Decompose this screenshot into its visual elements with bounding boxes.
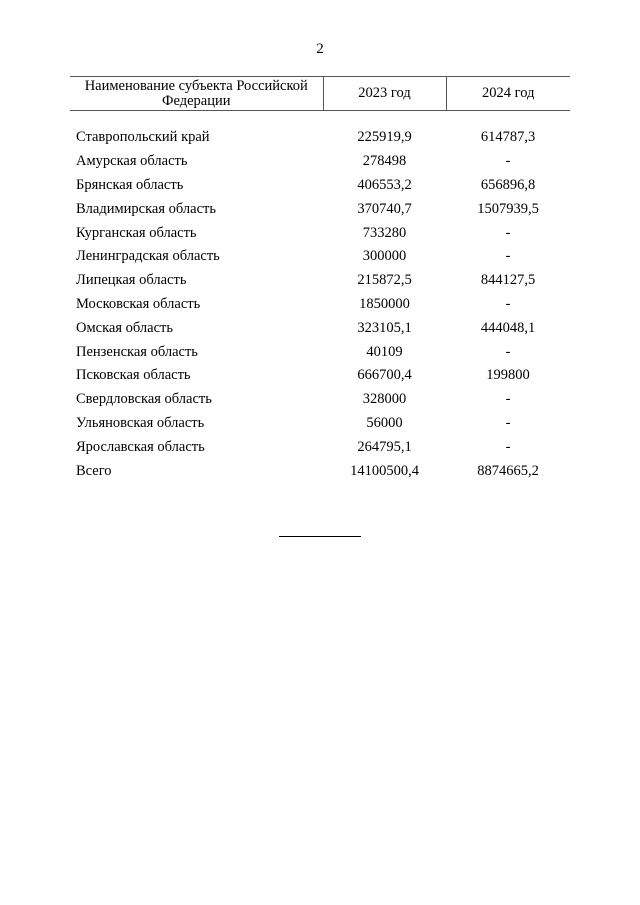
value-2023-cell: 733280 xyxy=(362,224,407,241)
region-name-cell: Свердловская область xyxy=(76,391,212,408)
table-row xyxy=(70,293,570,317)
region-name-cell: Владимирская область xyxy=(76,200,216,217)
table-header xyxy=(70,77,570,111)
value-2024-cell: - xyxy=(505,248,511,265)
value-2023-cell: 323105,1 xyxy=(357,319,412,336)
value-2023-cell: 215872,5 xyxy=(357,272,412,289)
table-row xyxy=(70,459,570,483)
page-number: 2 xyxy=(316,41,324,57)
value-2024-cell: 8874665,2 xyxy=(477,462,539,479)
table-row xyxy=(70,126,570,150)
table-row xyxy=(70,221,570,245)
value-2024-cell: 1507939,5 xyxy=(477,200,539,217)
table-row xyxy=(70,388,570,412)
region-name-cell: Псковская область xyxy=(76,367,191,384)
value-2023-cell: 278498 xyxy=(362,153,407,170)
header-region-name: Наименование субъекта Российской Федерации xyxy=(70,77,323,111)
value-2023-cell: 1850000 xyxy=(359,295,410,312)
allocation-table-container xyxy=(70,76,570,483)
header-year-2023: 2023 год xyxy=(323,77,446,111)
allocation-table xyxy=(70,76,570,483)
value-2023-cell: 406553,2 xyxy=(357,176,412,193)
region-name-cell: Курганская область xyxy=(76,224,197,241)
region-name-cell: Московская область xyxy=(76,295,201,312)
end-of-document-rule xyxy=(279,536,361,537)
header-year-2024: 2024 год xyxy=(446,77,570,111)
region-name-cell: Омская область xyxy=(76,319,173,336)
value-2024-cell: - xyxy=(505,391,511,408)
table-row xyxy=(70,269,570,293)
value-2023-cell: 666700,4 xyxy=(357,367,412,384)
value-2023-cell: 300000 xyxy=(362,248,407,265)
value-2023-cell: 14100500,4 xyxy=(350,462,419,479)
region-name-cell: Брянская область xyxy=(76,176,184,193)
region-name-cell: Ярославская область xyxy=(76,438,205,455)
value-2024-cell: - xyxy=(505,224,511,241)
table-row xyxy=(70,174,570,198)
value-2023-cell: 328000 xyxy=(362,391,407,408)
table-row xyxy=(70,150,570,174)
region-name-cell: Амурская область xyxy=(76,153,188,170)
value-2024-cell: - xyxy=(505,295,511,312)
region-name-cell: Пензенская область xyxy=(76,343,198,360)
value-2024-cell: 614787,3 xyxy=(480,129,536,146)
table-row xyxy=(70,412,570,436)
table-spacer-row xyxy=(70,111,570,127)
table-row xyxy=(70,197,570,221)
value-2023-cell: 56000 xyxy=(366,414,403,431)
header-row xyxy=(70,77,570,111)
table-row xyxy=(70,245,570,269)
value-2024-cell: - xyxy=(505,438,511,455)
table-body xyxy=(70,111,570,483)
value-2024-cell: - xyxy=(505,153,511,170)
value-2023-cell: 264795,1 xyxy=(357,438,412,455)
value-2023-cell: 225919,9 xyxy=(357,129,412,146)
value-2024-cell: 199800 xyxy=(486,367,530,384)
region-name-cell: Липецкая область xyxy=(76,272,187,289)
table-row xyxy=(70,364,570,388)
value-2023-cell: 40109 xyxy=(366,343,403,360)
region-name-cell: Ставропольский край xyxy=(76,129,210,146)
table-row xyxy=(70,316,570,340)
value-2023-cell: 370740,7 xyxy=(357,200,412,217)
table-row xyxy=(70,340,570,364)
region-name-cell: Всего xyxy=(76,462,112,479)
value-2024-cell: 844127,5 xyxy=(480,272,536,289)
table-row xyxy=(70,435,570,459)
value-2024-cell: 444048,1 xyxy=(480,319,536,336)
region-name-cell: Ульяновская область xyxy=(76,414,205,431)
value-2024-cell: - xyxy=(505,414,511,431)
region-name-cell: Ленинградская область xyxy=(76,248,220,265)
value-2024-cell: 656896,8 xyxy=(480,176,536,193)
value-2024-cell: - xyxy=(505,343,511,360)
